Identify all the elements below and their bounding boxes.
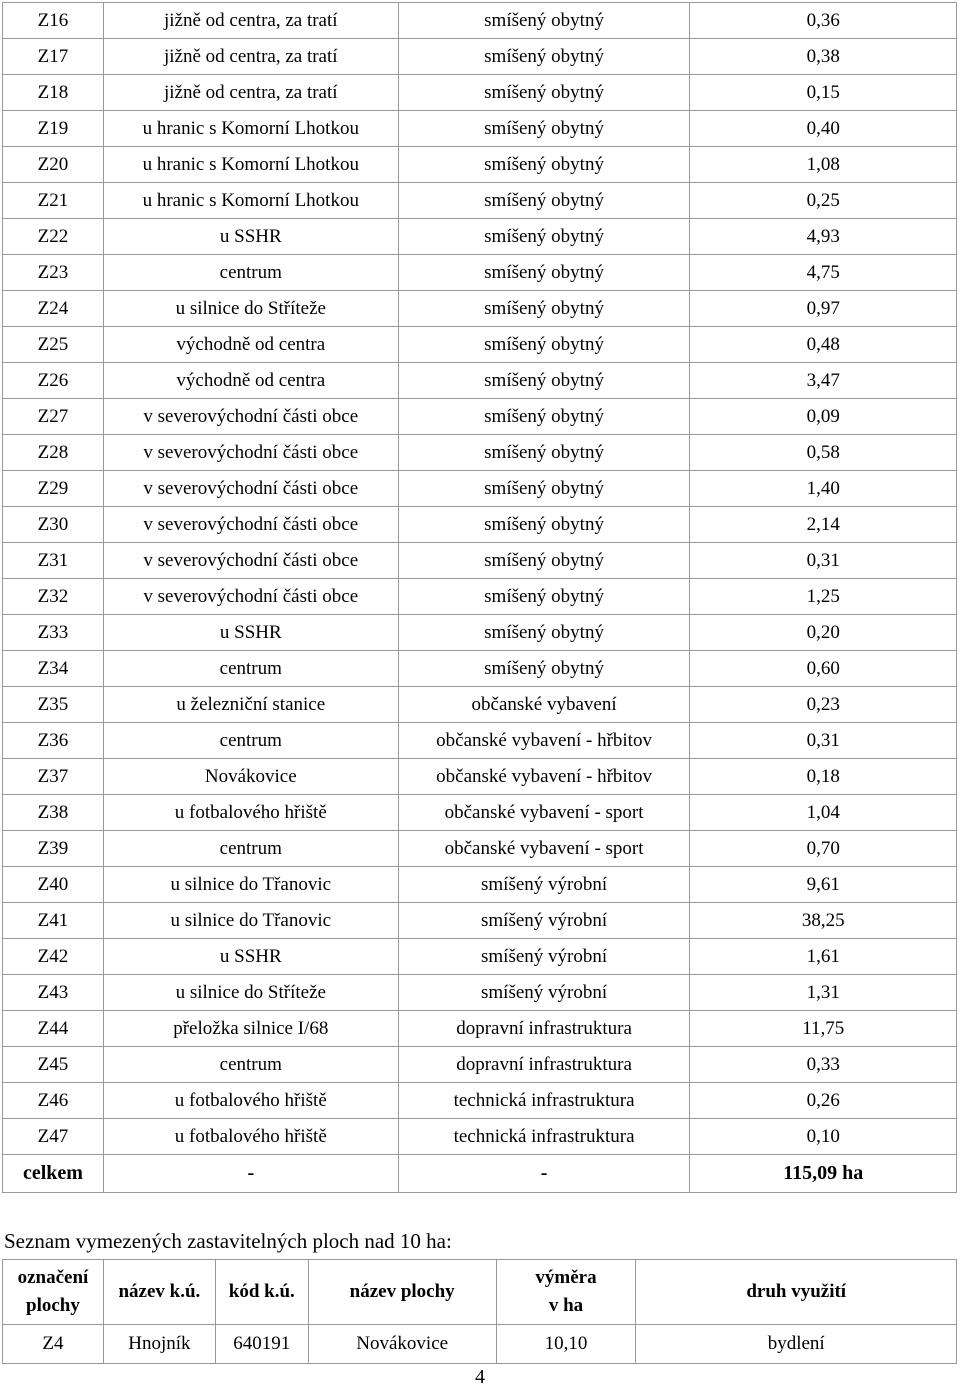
usage-cell: smíšený obytný [398,435,690,471]
usage-cell: smíšený výrobní [398,975,690,1011]
area-cell: 0,97 [690,291,957,327]
zone-code-cell: Z35 [3,687,104,723]
location-cell: jižně od centra, za tratí [103,3,398,39]
usage-cell: občanské vybavení - sport [398,831,690,867]
zone-code-cell: Z44 [3,1011,104,1047]
table-row [3,651,957,687]
table-row [3,111,957,147]
table-row [3,75,957,111]
table-row [3,939,957,975]
header-cadastre-code [215,1260,308,1325]
location-cell: v severovýchodní části obce [103,579,398,615]
zones-table-body [3,3,957,1193]
area-cell: 0,36 [690,3,957,39]
zone-code-cell: Z30 [3,507,104,543]
table-row [3,1325,957,1364]
area-cell: 0,18 [690,759,957,795]
location-cell: u SSHR [103,615,398,651]
header-label: v ha [548,1295,584,1316]
zone-code-cell: Z32 [3,579,104,615]
header-label: název k.ú. [118,1281,201,1302]
location-cell: u silnice do Třanovic [103,903,398,939]
zones-table [2,2,957,1193]
usage-cell: smíšený obytný [398,183,690,219]
location-cell: v severovýchodní části obce [103,435,398,471]
location-cell: u hranic s Komorní Lhotkou [103,183,398,219]
area-cell: 1,04 [690,795,957,831]
zone-code-cell: Z4 [3,1325,104,1364]
zone-code-cell: Z26 [3,363,104,399]
total-dash-cell: - [103,1155,398,1193]
header-usage-type [636,1260,957,1325]
usage-cell: smíšený obytný [398,579,690,615]
usage-cell: občanské vybavení - hřbitov [398,723,690,759]
area-cell: 0,31 [690,543,957,579]
zone-code-cell: Z38 [3,795,104,831]
area-cell: 0,60 [690,651,957,687]
header-label: název plochy [349,1281,455,1302]
usage-cell: smíšený obytný [398,327,690,363]
large-zones-table [2,1259,957,1364]
area-cell: 1,40 [690,471,957,507]
location-cell: v severovýchodní části obce [103,543,398,579]
table-row [3,327,957,363]
zone-code-cell: Z19 [3,111,104,147]
usage-cell: smíšený obytný [398,615,690,651]
zone-code-cell: Z22 [3,219,104,255]
area-cell: 2,14 [690,507,957,543]
zone-code-cell: Z43 [3,975,104,1011]
usage-cell: smíšený výrobní [398,939,690,975]
location-cell: centrum [103,651,398,687]
area-cell: 0,38 [690,39,957,75]
total-dash-cell: - [398,1155,690,1193]
table-row [3,687,957,723]
area-cell: 3,47 [690,363,957,399]
page-number: 4 [475,1366,485,1388]
location-cell: centrum [103,723,398,759]
location-cell: jižně od centra, za tratí [103,75,398,111]
table-row [3,1011,957,1047]
zone-code-cell: Z45 [3,1047,104,1083]
location-cell: centrum [103,255,398,291]
area-cell: 4,93 [690,219,957,255]
usage-cell: technická infrastruktura [398,1119,690,1155]
zone-code-cell: Z21 [3,183,104,219]
header-designation [3,1260,104,1325]
location-cell: u SSHR [103,219,398,255]
location-cell: centrum [103,831,398,867]
area-cell: 9,61 [690,867,957,903]
usage-cell: smíšený obytný [398,291,690,327]
area-cell: 0,40 [690,111,957,147]
table-row [3,219,957,255]
usage-cell: smíšený obytný [398,39,690,75]
area-cell: 1,31 [690,975,957,1011]
zone-code-cell: Z36 [3,723,104,759]
area-cell: 0,58 [690,435,957,471]
usage-cell: smíšený obytný [398,75,690,111]
area-cell: 1,08 [690,147,957,183]
zone-code-cell: Z40 [3,867,104,903]
table-row [3,615,957,651]
zone-code-cell: Z23 [3,255,104,291]
table-row [3,39,957,75]
header-area-size [496,1260,636,1325]
area-cell: 0,10 [690,1119,957,1155]
zone-code-cell: Z46 [3,1083,104,1119]
zone-code-cell: Z31 [3,543,104,579]
zone-code-cell: Z39 [3,831,104,867]
table-row [3,3,957,39]
usage-cell: smíšený obytný [398,111,690,147]
location-cell: v severovýchodní části obce [103,399,398,435]
location-cell: v severovýchodní části obce [103,507,398,543]
total-area-cell: 115,09 ha [690,1155,957,1193]
table-row [3,363,957,399]
area-cell: 0,20 [690,615,957,651]
table-row [3,975,957,1011]
cadastre-name-cell: Hnojník [103,1325,215,1364]
usage-cell: občanské vybavení - sport [398,795,690,831]
zone-code-cell: Z42 [3,939,104,975]
usage-cell: smíšený výrobní [398,867,690,903]
table-row [3,1119,957,1155]
usage-cell: technická infrastruktura [398,1083,690,1119]
location-cell: jižně od centra, za tratí [103,39,398,75]
area-cell: 0,23 [690,687,957,723]
area-cell: 0,70 [690,831,957,867]
header-label: plochy [26,1295,80,1316]
area-cell: 0,09 [690,399,957,435]
header-label: označení [17,1267,89,1288]
header-label: druh využití [746,1281,847,1302]
location-cell: u fotbalového hřiště [103,795,398,831]
zone-code-cell: Z27 [3,399,104,435]
zone-code-cell: Z34 [3,651,104,687]
zone-code-cell: Z17 [3,39,104,75]
location-cell: u silnice do Třanovic [103,867,398,903]
area-name-cell: Novákovice [308,1325,496,1364]
location-cell: u hranic s Komorní Lhotkou [103,111,398,147]
table-row [3,579,957,615]
usage-cell: občanské vybavení - hřbitov [398,759,690,795]
usage-cell: smíšený výrobní [398,903,690,939]
table-row [3,723,957,759]
area-cell: 1,61 [690,939,957,975]
zone-code-cell: Z37 [3,759,104,795]
area-cell: 0,26 [690,1083,957,1119]
usage-cell: smíšený obytný [398,399,690,435]
area-cell: 38,25 [690,903,957,939]
area-size-cell: 10,10 [496,1325,636,1364]
table-row [3,291,957,327]
zone-code-cell: Z25 [3,327,104,363]
location-cell: Novákovice [103,759,398,795]
location-cell: východně od centra [103,327,398,363]
header-cadastre-name [103,1260,215,1325]
location-cell: u silnice do Stříteže [103,291,398,327]
usage-cell: občanské vybavení [398,687,690,723]
table-row [3,471,957,507]
area-cell: 1,25 [690,579,957,615]
location-cell: u hranic s Komorní Lhotkou [103,147,398,183]
zone-code-cell: Z33 [3,615,104,651]
area-cell: 0,15 [690,75,957,111]
zone-code-cell: Z24 [3,291,104,327]
zone-code-cell: Z20 [3,147,104,183]
area-cell: 4,75 [690,255,957,291]
location-cell: u silnice do Stříteže [103,975,398,1011]
table-row [3,435,957,471]
header-label: kód k.ú. [228,1281,295,1302]
usage-cell: smíšený obytný [398,219,690,255]
table-row [3,1083,957,1119]
area-cell: 0,31 [690,723,957,759]
area-cell: 0,33 [690,1047,957,1083]
table-row [3,795,957,831]
table-row [3,399,957,435]
cadastre-code-cell: 640191 [215,1325,308,1364]
usage-cell: smíšený obytný [398,507,690,543]
usage-cell: smíšený obytný [398,3,690,39]
total-label-cell: celkem [3,1155,104,1193]
area-cell: 11,75 [690,1011,957,1047]
usage-cell: smíšený obytný [398,147,690,183]
zone-code-cell: Z28 [3,435,104,471]
usage-cell: smíšený obytný [398,255,690,291]
large-zones-header-row [3,1260,957,1325]
location-cell: v severovýchodní části obce [103,471,398,507]
table-row [3,759,957,795]
zone-code-cell: Z47 [3,1119,104,1155]
location-cell: přeložka silnice I/68 [103,1011,398,1047]
table-row [3,831,957,867]
usage-cell: smíšený obytný [398,471,690,507]
table-row [3,1047,957,1083]
table-row [3,183,957,219]
zone-code-cell: Z29 [3,471,104,507]
table-row [3,507,957,543]
header-area-name [308,1260,496,1325]
usage-cell: dopravní infrastruktura [398,1047,690,1083]
header-label: výměra [535,1267,597,1288]
area-cell: 0,48 [690,327,957,363]
location-cell: u fotbalového hřiště [103,1119,398,1155]
usage-cell: smíšený obytný [398,363,690,399]
location-cell: centrum [103,1047,398,1083]
location-cell: u SSHR [103,939,398,975]
total-row [3,1155,957,1193]
large-zones-table-body [3,1325,957,1364]
zone-code-cell: Z41 [3,903,104,939]
usage-cell: smíšený obytný [398,543,690,579]
table-row [3,867,957,903]
location-cell: u železniční stanice [103,687,398,723]
table-row [3,903,957,939]
usage-cell: dopravní infrastruktura [398,1011,690,1047]
location-cell: východně od centra [103,363,398,399]
zone-code-cell: Z18 [3,75,104,111]
usage-cell: smíšený obytný [398,651,690,687]
table-row [3,147,957,183]
table-row [3,255,957,291]
usage-type-cell: bydlení [636,1325,957,1364]
area-cell: 0,25 [690,183,957,219]
sub-table-caption: Seznam vymezených zastavitelných ploch nad 10 ha: [4,1229,452,1253]
location-cell: u fotbalového hřiště [103,1083,398,1119]
zone-code-cell: Z16 [3,3,104,39]
table-row [3,543,957,579]
